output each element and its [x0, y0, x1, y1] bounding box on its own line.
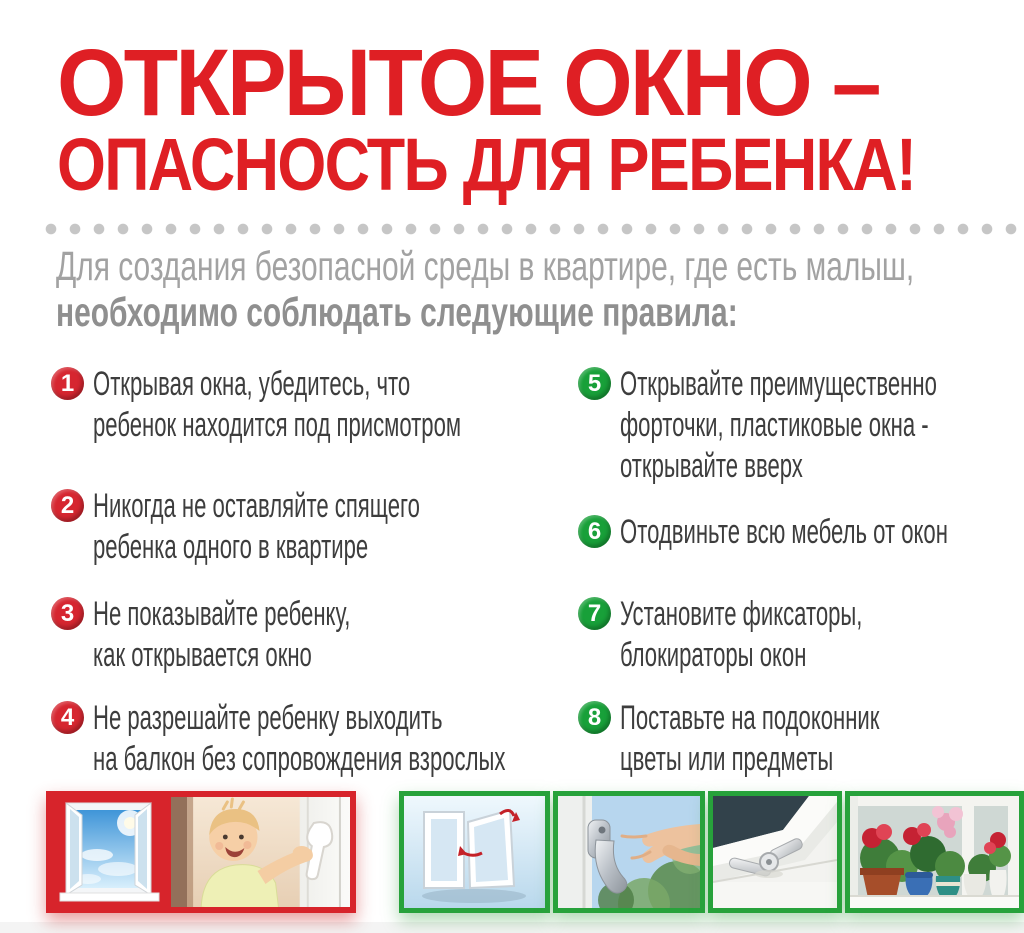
- bottom-shadow-band: [0, 922, 1024, 933]
- rule-item-1: [51, 364, 659, 446]
- danger-photo-panel: [46, 791, 356, 913]
- rule-number-badge: 4: [51, 701, 84, 734]
- rule-item-2: [51, 486, 596, 568]
- rule-item-8: [578, 698, 1019, 780]
- rule-text: Открывайте преимущественно форточки, пластиковые окна - открывайте вверх: [620, 365, 937, 485]
- rule-number-badge: 1: [51, 367, 84, 400]
- rule-item-3: [51, 594, 489, 676]
- rule-number-badge: 2: [51, 489, 84, 522]
- rule-number-badge: 5: [578, 367, 611, 400]
- rule-number-badge: 6: [578, 515, 611, 548]
- rule-text: Открывая окна, убедитесь, что ребенок находится под присмотром: [93, 365, 462, 444]
- rule-number-badge: 7: [578, 597, 611, 630]
- windowsill-flowers-photo: [845, 791, 1024, 913]
- poster-title-line2: ОПАСНОСТЬ ДЛЯ РЕБЕНКА!: [57, 123, 916, 206]
- child-at-window-photo: [171, 797, 350, 907]
- rule-text: Установите фиксаторы, блокираторы окон: [620, 595, 863, 674]
- intro-line2: необходимо соблюдать следующие правила:: [56, 289, 738, 335]
- rule-text: Отодвиньте всю мебель от окон: [620, 513, 948, 551]
- dotted-divider: [45, 223, 1024, 236]
- poster-title-line1: ОТКРЫТОЕ ОКНО –: [57, 30, 879, 136]
- window-handle-photo: [553, 791, 705, 913]
- rule-text: Никогда не оставляйте спящего ребенка одного в квартире: [93, 487, 420, 566]
- rule-text: Не разрешайте ребенку выходить на балкон без сопровождения взрослых: [93, 699, 506, 778]
- rule-item-5: [578, 364, 1024, 487]
- rule-text: Не показывайте ребенку, как открывается окно: [93, 595, 351, 674]
- tilt-window-diagram: [399, 791, 550, 913]
- rule-item-7: [578, 594, 993, 676]
- rule-text: Поставьте на подоконник цветы или предметы: [620, 699, 880, 778]
- rule-item-6: [578, 512, 1024, 553]
- rule-number-badge: 3: [51, 597, 84, 630]
- open-window-photo: [52, 797, 165, 907]
- rule-number-badge: 8: [578, 701, 611, 734]
- window-lock-photo: [708, 791, 842, 913]
- intro-line1: Для создания безопасной среды в квартире, где есть малыш,: [56, 243, 915, 289]
